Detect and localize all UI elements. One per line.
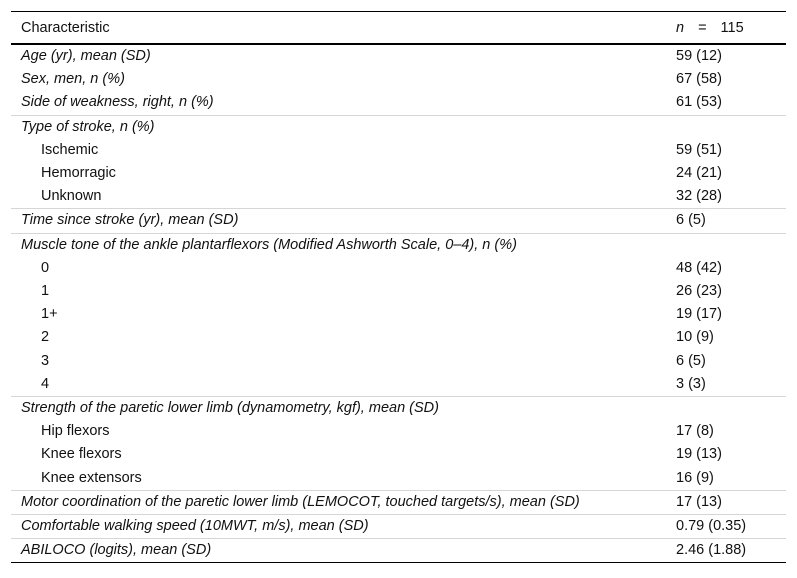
table-row (11, 91, 786, 115)
table-row (11, 397, 786, 421)
table-row (11, 350, 786, 373)
row-value (666, 233, 786, 257)
row-label: Unknown (41, 188, 102, 205)
header-equals: = (698, 19, 707, 36)
row-value: 32 (28) (676, 188, 722, 205)
row-label: 0 (41, 259, 50, 276)
row-value: 2.46 (1.88) (666, 539, 786, 563)
row-value: 0.79 (0.35) (666, 515, 786, 539)
table-row (11, 515, 786, 539)
table-row (11, 443, 786, 466)
row-label: Hemorragic (41, 165, 116, 182)
row-value: 3 (3) (676, 375, 706, 392)
characteristics-table-container (11, 11, 786, 563)
row-value: 16 (9) (676, 469, 714, 486)
row-value: 48 (42) (676, 259, 722, 276)
row-label: Knee extensors (41, 469, 142, 486)
row-value: 26 (23) (676, 283, 722, 300)
row-value: 10 (9) (676, 329, 714, 346)
table-row (11, 162, 786, 185)
row-value: 19 (13) (676, 446, 722, 463)
table-row (11, 373, 786, 397)
table-row (11, 68, 786, 91)
row-value: 6 (5) (676, 352, 706, 369)
table-row (11, 490, 786, 514)
characteristics-table (11, 11, 786, 563)
header-n-symbol: n (676, 19, 685, 36)
table-row (11, 257, 786, 280)
row-label: Motor coordination of the paretic lower limb (LEMOCOT, touched targets/s), mean (SD) (11, 490, 666, 514)
header-n (666, 12, 786, 45)
table-row (11, 209, 786, 233)
row-label: Time since stroke (yr), mean (SD) (11, 209, 666, 233)
table-header-row (11, 12, 786, 45)
row-label: Comfortable walking speed (10MWT, m/s), mean (SD) (11, 515, 666, 539)
row-value: 59 (12) (676, 48, 722, 64)
row-label: Strength of the paretic lower limb (dynamometry, kgf), mean (SD) (11, 397, 666, 421)
row-label: ABILOCO (logits), mean (SD) (11, 539, 666, 563)
row-label: Ischemic (41, 141, 99, 158)
table-row (11, 303, 786, 326)
row-value: 61 (53) (676, 94, 722, 111)
row-label: 1+ (41, 306, 58, 323)
table-row (11, 420, 786, 443)
table-row (11, 326, 786, 349)
row-value (666, 115, 786, 139)
row-value: 17 (8) (676, 423, 714, 440)
table-row (11, 44, 786, 68)
row-label: 4 (41, 375, 50, 392)
row-value: 67 (58) (676, 71, 722, 88)
row-value: 59 (51) (676, 141, 722, 158)
row-label: Sex, men, n (%) (21, 71, 125, 88)
table-row (11, 139, 786, 162)
row-label: 1 (41, 283, 50, 300)
row-label: Type of stroke, n (%) (11, 115, 666, 139)
row-value: 19 (17) (676, 306, 722, 323)
table-row (11, 467, 786, 491)
row-label: 2 (41, 329, 50, 346)
row-label: Age (yr), mean (SD) (21, 48, 151, 64)
row-value: 17 (13) (666, 490, 786, 514)
row-label: Muscle tone of the ankle plantarflexors (Modified Ashworth Scale, 0–4), n (%) (11, 233, 666, 257)
row-label: Hip flexors (41, 423, 110, 440)
row-label: 3 (41, 352, 50, 369)
row-label: Knee flexors (41, 446, 122, 463)
row-value (666, 397, 786, 421)
table-row (11, 185, 786, 209)
table-row (11, 233, 786, 257)
header-n-value: 115 (720, 19, 744, 36)
row-value: 24 (21) (676, 165, 722, 182)
header-characteristic: Characteristic (21, 19, 110, 36)
table-row (11, 280, 786, 303)
table-row (11, 539, 786, 563)
table-row (11, 115, 786, 139)
row-label: Side of weakness, right, n (%) (21, 94, 214, 111)
row-value: 6 (5) (666, 209, 786, 233)
